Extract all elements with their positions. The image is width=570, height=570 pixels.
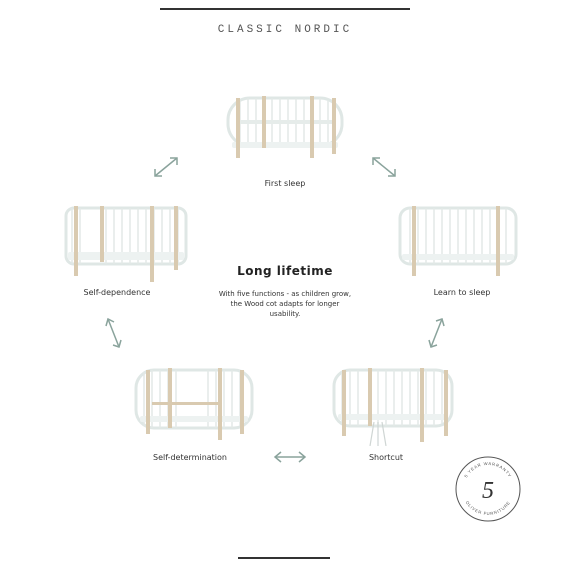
double-arrow-top-left-icon xyxy=(151,154,181,180)
double-arrow-top-right-icon xyxy=(369,154,399,180)
stage-label-self-determination: Self-determination xyxy=(152,453,227,462)
cot-first-sleep xyxy=(222,92,348,160)
double-arrow-left-icon xyxy=(104,316,124,350)
double-arrow-right-icon xyxy=(427,316,447,350)
warranty-badge xyxy=(454,455,522,523)
badge-number: 5 xyxy=(482,478,494,504)
stage-label-first-sleep: First sleep xyxy=(264,179,306,188)
stage-label-self-dependence: Self-dependence xyxy=(83,288,151,297)
brand-title: CLASSIC NORDIC xyxy=(217,24,353,36)
badge-ring-bottom: OLIVER FURNITURE xyxy=(464,499,512,517)
double-arrow-bottom-icon xyxy=(272,450,308,464)
stage-label-learn-to-sleep: Learn to sleep xyxy=(433,288,491,297)
center-description: With five functions - as children grow, the Wood cot adapts for longer usability. xyxy=(218,290,352,318)
badge-ring-top: 5 YEAR WARRANTY xyxy=(463,460,513,479)
top-divider xyxy=(160,8,410,10)
cot-self-determination xyxy=(132,366,256,440)
cot-learn-to-sleep xyxy=(396,204,520,278)
svg-text:5 YEAR WARRANTY xyxy=(463,461,512,478)
cot-shortcut xyxy=(330,366,456,446)
cot-self-dependence xyxy=(62,204,190,282)
bottom-divider xyxy=(238,557,330,559)
stage-label-shortcut: Shortcut xyxy=(368,453,404,462)
center-title: Long lifetime xyxy=(237,264,333,278)
